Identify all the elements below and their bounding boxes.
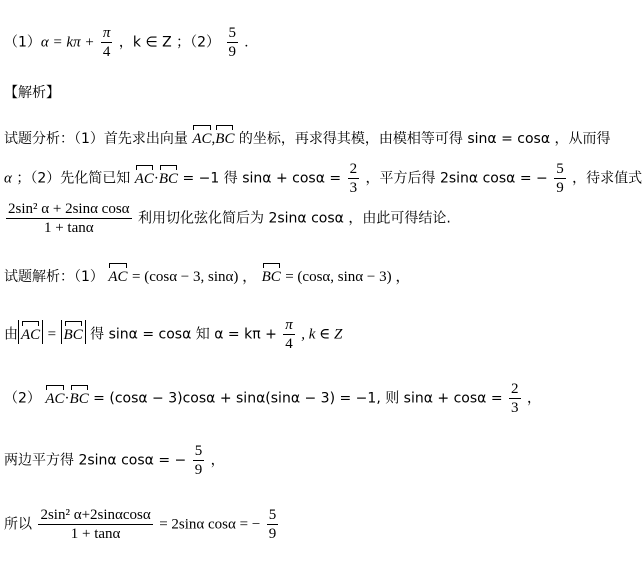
pi-over-4-fraction — [101, 24, 113, 61]
answer-alpha-expr: α = kπ + — [40, 34, 95, 51]
separator: , — [211, 131, 216, 147]
five-ninths-fraction — [193, 442, 205, 479]
five-ninths-fraction — [227, 24, 239, 61]
equals-sign: = — [47, 326, 57, 343]
vector-ac: AC — [21, 320, 40, 344]
vector-ac: AC — [45, 384, 64, 408]
fraction-numerator: 5 — [556, 161, 564, 177]
fraction-denominator: 3 — [349, 180, 358, 196]
fraction-denominator: 1 + tanα — [43, 220, 94, 236]
therefore-label: 所以 — [4, 516, 32, 533]
fraction-numerator: 2 — [511, 381, 519, 397]
fraction-denominator: 4 — [285, 336, 293, 352]
square-both-sides-text: 两边平方得 2sinα cosα = − — [4, 452, 187, 469]
vector-bc: BC — [159, 164, 178, 188]
vector-bc: BC — [64, 320, 83, 344]
two-thirds-fraction — [509, 380, 521, 417]
solution-line-5 — [4, 506, 280, 543]
fraction-denominator: 3 — [511, 400, 519, 416]
five-ninths-fraction — [554, 160, 566, 197]
solution-line-1 — [4, 262, 410, 286]
dot-product-expansion: = (cosα − 3)cosα + sinα(sinα − 3) = −1, 则 sinα + cosα = — [93, 390, 503, 407]
fraction-numerator: π — [102, 25, 111, 41]
fraction-denominator: 9 — [268, 526, 277, 542]
vector-ac: AC — [135, 164, 154, 188]
trailing-comma: ， — [526, 390, 541, 407]
answer-part1-label: （1） — [4, 34, 41, 51]
final-equation: = 2sinα cosα = − — [159, 516, 261, 533]
dot-operator: · — [153, 170, 159, 187]
analysis-line-2 — [4, 160, 642, 197]
fraction-numerator: 5 — [194, 443, 203, 459]
k-in-z: , k ∈ Z — [301, 326, 343, 343]
pi-over-4-fraction — [283, 316, 295, 353]
trailing-comma: ， — [210, 452, 225, 469]
solution-line-2 — [4, 316, 342, 353]
analysis-part2-label: ；（2）先化简已知 — [16, 170, 131, 187]
fraction-numerator: 2sin² α + 2sinα cosα — [8, 201, 130, 217]
five-ninths-fraction — [267, 506, 279, 543]
vector-bc: BC — [70, 384, 89, 408]
answer-k-in-z: ，k ∈ Z ；（2） — [118, 34, 221, 51]
fraction-numerator: π — [285, 317, 293, 333]
fraction-denominator: 4 — [102, 44, 111, 60]
solution-part2-label: （2） — [4, 390, 41, 407]
answer-period: . — [244, 34, 249, 51]
analysis-simplify-text: 利用切化弦化简后为 2sinα cosα ，由此可得结论. — [138, 210, 451, 227]
vector-bc-value: = (cosα, sinα − 3) ， — [285, 269, 411, 285]
section-heading: 【解析】 — [4, 85, 60, 101]
from-label: 由 — [4, 326, 18, 343]
answer-line — [4, 24, 248, 61]
solution-label: 试题解析：（1） — [4, 269, 104, 285]
target-expression-fraction — [6, 200, 132, 237]
analysis-line-1 — [4, 124, 611, 148]
vector-ac-value: = (cosα − 3, sinα) ， — [132, 269, 258, 285]
fraction-denominator: 9 — [228, 44, 236, 60]
fraction-denominator: 1 + tanα — [70, 526, 121, 542]
fraction-numerator: 5 — [268, 507, 277, 523]
fraction-numerator: 5 — [228, 25, 236, 41]
two-thirds-fraction — [348, 160, 360, 197]
analysis-label: 试题分析：（1）首先求出向量 — [4, 131, 188, 147]
vector-ac: AC — [108, 262, 127, 286]
fraction-numerator: 2 — [349, 161, 358, 177]
analysis-equation: = −1 得 sinα + cosα = — [182, 170, 342, 187]
solution-line-3 — [4, 380, 541, 417]
analysis-square-text: ，平方后得 2sinα cosα = − — [365, 170, 548, 187]
final-expression-fraction — [38, 506, 152, 543]
fraction-numerator: 2sin² α+2sinαcosα — [40, 507, 151, 523]
alpha-symbol: α — [4, 170, 12, 187]
abs-vector-bc — [61, 320, 86, 344]
solution-line-4 — [4, 442, 225, 479]
fraction-denominator: 9 — [194, 462, 203, 478]
dot-operator: · — [64, 390, 70, 407]
abs-vector-ac — [18, 320, 43, 344]
vector-ac: AC — [192, 124, 211, 148]
solution-conclusion: 得 sinα = cosα 知 α = kπ + — [90, 326, 277, 343]
analysis-line-3 — [4, 200, 451, 237]
vector-bc: BC — [215, 124, 234, 148]
vector-bc: BC — [262, 262, 281, 286]
analysis-tail: ，待求值式 — [572, 170, 642, 187]
fraction-denominator: 9 — [556, 180, 564, 196]
analysis-text: 的坐标，再求得其模，由模相等可得 sinα = cosα ，从而得 — [238, 131, 611, 147]
